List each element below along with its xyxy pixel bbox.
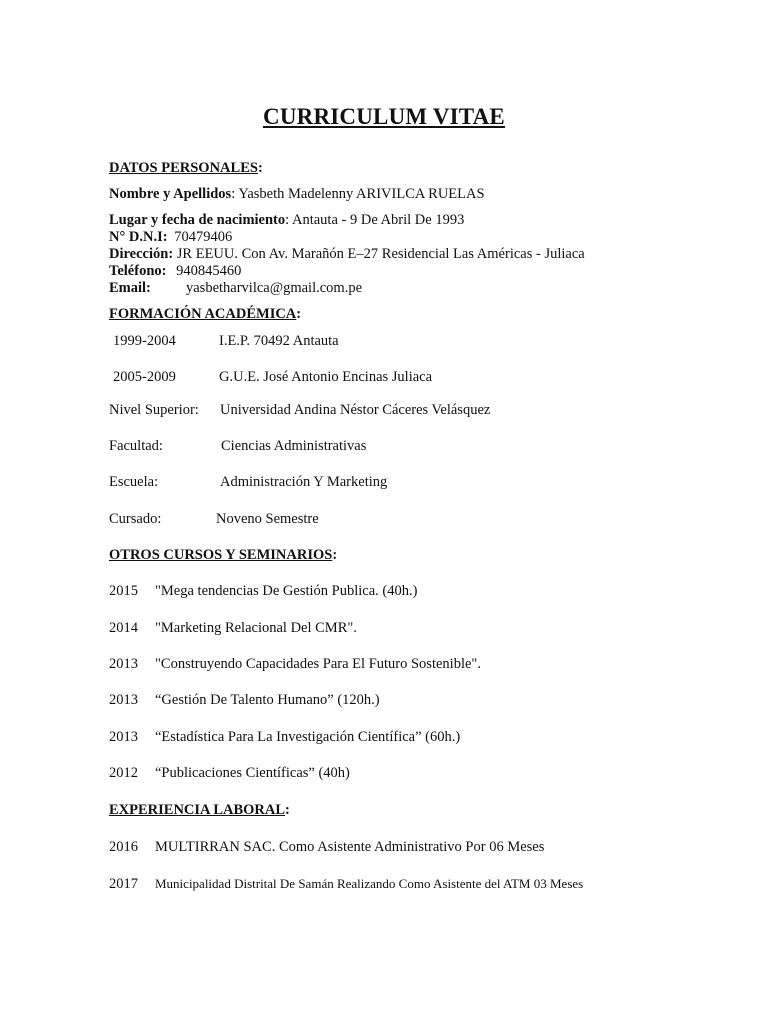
- education-row: [109, 511, 319, 528]
- course-item: [109, 729, 460, 746]
- education-row-label: Nivel Superior:: [109, 402, 199, 418]
- name-label: Nombre y Apellidos: [109, 186, 232, 202]
- course-item: [109, 583, 417, 600]
- address-value: JR EEUU. Con Av. Marañón E–27 Residencial Las Américas - Juliaca: [176, 246, 585, 262]
- education-row-value: Noveno Semestre: [216, 511, 319, 527]
- education-row-label: Escuela:: [109, 474, 159, 490]
- education-row-value: Universidad Andina Néstor Cáceres Velásquez: [220, 402, 491, 418]
- course-item: [109, 620, 357, 637]
- phone-label: Teléfono:: [109, 263, 167, 279]
- course-item: [109, 656, 481, 673]
- experience-item: [109, 876, 583, 893]
- course-title: “Publicaciones Científicas” (40h): [155, 765, 350, 781]
- course-year: 2012: [109, 765, 138, 781]
- course-title: “Gestión De Talento Humano” (120h.): [155, 692, 380, 708]
- courses-heading: [109, 547, 337, 564]
- courses-heading-colon: :: [332, 547, 338, 563]
- course-item: [109, 692, 380, 709]
- education-row-value: I.E.P. 70492 Antauta: [219, 333, 339, 349]
- education-heading-text: FORMACIÓN ACADÉMICA: [109, 306, 297, 322]
- email-line: [109, 280, 363, 297]
- birth-line: [109, 212, 464, 229]
- course-year: 2013: [109, 656, 138, 672]
- education-row-value: G.U.E. José Antonio Encinas Juliaca: [219, 369, 433, 385]
- courses-heading-text: OTROS CURSOS Y SEMINARIOS: [109, 547, 333, 563]
- experience-description: Municipalidad Distrital De Samán Realizando Como Asistente del ATM 03 Meses: [155, 876, 584, 891]
- experience-heading-text: EXPERIENCIA LABORAL: [109, 802, 286, 818]
- experience-heading-colon: :: [285, 802, 290, 818]
- name-value: : Yasbeth Madelenny ARIVILCA RUELAS: [231, 186, 485, 202]
- birth-value: : Antauta - 9 De Abril De 1993: [285, 212, 465, 228]
- course-year: 2015: [109, 583, 138, 599]
- course-year: 2013: [109, 729, 138, 745]
- course-year: 2014: [109, 620, 138, 636]
- education-row-value: Ciencias Administrativas: [221, 438, 367, 454]
- education-row: [113, 333, 339, 350]
- dni-line: [109, 229, 232, 246]
- education-heading: [109, 306, 301, 323]
- personal-heading: [109, 160, 263, 177]
- address-line: [109, 246, 585, 263]
- education-row: [109, 438, 367, 455]
- name-line: [109, 186, 485, 203]
- email-label: Email:: [109, 280, 151, 296]
- personal-heading-text: DATOS PERSONALES: [109, 160, 258, 176]
- education-heading-colon: :: [296, 306, 302, 322]
- education-row-label: 1999-2004: [113, 333, 176, 349]
- experience-year: 2016: [109, 839, 138, 855]
- course-title: “Estadística Para La Investigación Científica” (60h.): [155, 729, 461, 745]
- course-title: "Construyendo Capacidades Para El Futuro Sostenible".: [155, 656, 481, 672]
- experience-year: 2017: [109, 876, 138, 892]
- birth-label: Lugar y fecha de nacimiento: [109, 212, 286, 228]
- course-title: "Mega tendencias De Gestión Publica. (40h.): [155, 583, 418, 599]
- course-title: "Marketing Relacional Del CMR".: [155, 620, 357, 636]
- experience-item: [109, 839, 544, 856]
- dni-label: N° D.N.I:: [109, 229, 168, 245]
- experience-description: MULTIRRAN SAC. Como Asistente Administrativo Por 06 Meses: [155, 839, 545, 855]
- personal-heading-colon: :: [257, 160, 263, 176]
- education-row: [109, 474, 388, 491]
- email-value: yasbetharvilca@gmail.com.pe: [186, 280, 363, 296]
- course-year: 2013: [109, 692, 138, 708]
- course-item: [109, 765, 350, 782]
- education-row-label: Facultad:: [109, 438, 163, 454]
- education-row: [109, 402, 491, 419]
- page-title: CURRICULUM VITAE: [263, 104, 505, 129]
- phone-line: [109, 263, 241, 280]
- education-row-label: 2005-2009: [113, 369, 176, 385]
- dni-value: 70479406: [174, 229, 233, 245]
- address-label: Dirección:: [109, 246, 174, 262]
- experience-heading: [109, 802, 290, 819]
- education-row: [113, 369, 433, 386]
- phone-value: 940845460: [176, 263, 242, 279]
- education-row-label: Cursado:: [109, 511, 162, 527]
- education-row-value: Administración Y Marketing: [220, 474, 388, 490]
